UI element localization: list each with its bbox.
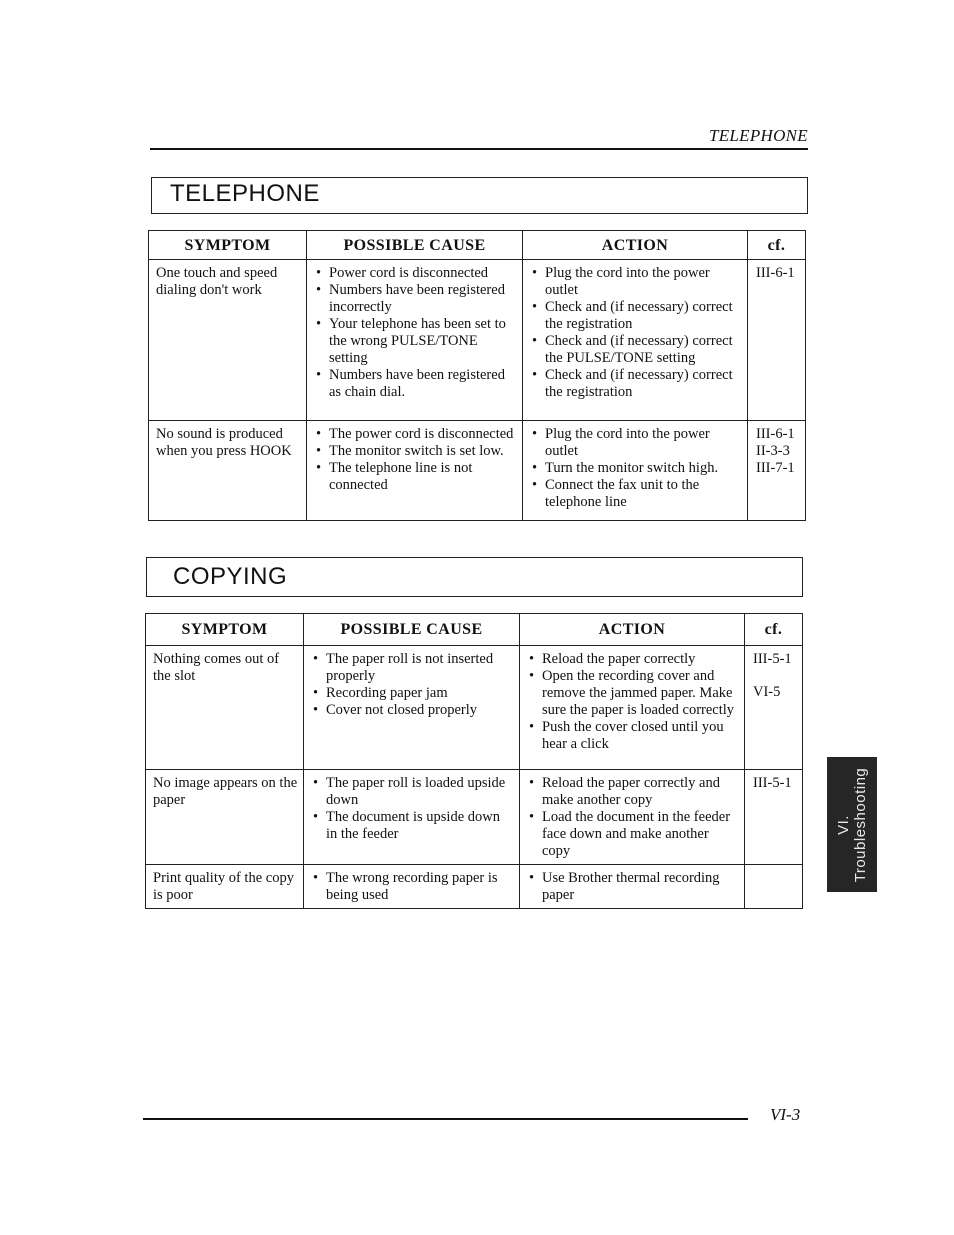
cf-column-header: cf. (748, 231, 806, 260)
action-cell (520, 865, 745, 909)
cf-reference: III-5-1 (753, 651, 792, 667)
cause-item: • Power cord is disconnected (314, 265, 517, 282)
symptom-cell: No image appears on the paper (146, 770, 304, 865)
cause-item: • The wrong recording paper is being used (311, 870, 514, 904)
cause-item: • The monitor switch is set low. (314, 443, 517, 460)
symptom-cell: Print quality of the copy is poor (146, 865, 304, 909)
symptom-cell: Nothing comes out of the slot (146, 646, 304, 770)
telephone-section-header (151, 177, 808, 214)
cause-cell (304, 770, 520, 865)
cause-cell (304, 646, 520, 770)
action-item: • Use Brother thermal recording paper (527, 870, 739, 904)
cf-column-header: cf. (745, 614, 803, 646)
action-item: • Plug the cord into the power outlet (530, 265, 742, 299)
cf-reference: III-6-1 (756, 426, 795, 442)
cause-cell (307, 260, 523, 421)
page-number: VI-3 (770, 1105, 801, 1124)
table-row (149, 260, 806, 421)
action-item: • Push the cover closed until you hear a click (527, 719, 739, 753)
symptom-column-header: SYMPTOM (149, 231, 307, 260)
cf-cell (745, 865, 803, 909)
action-item: • Plug the cord into the power outlet (530, 426, 742, 460)
cf-reference: III-5-1 (753, 775, 792, 791)
cf-cell (748, 260, 806, 421)
action-column-header: ACTION (520, 614, 745, 646)
symptom-cell: One touch and speed dialing don't work (149, 260, 307, 421)
cause-item: • The power cord is disconnected (314, 426, 517, 443)
possible-cause-column-header: POSSIBLE CAUSE (307, 231, 523, 260)
copying-section-title: COPYING (173, 563, 288, 590)
action-item: • Load the document in the feeder face down and make another copy (527, 809, 739, 860)
action-cell (523, 421, 748, 521)
copying-section-header (146, 557, 803, 597)
cf-reference: III-7-1 (756, 460, 795, 476)
running-head: TELEPHONE (708, 126, 808, 145)
cause-cell (307, 421, 523, 521)
cause-item: • Numbers have been registered as chain dial. (314, 367, 517, 401)
action-item: • Check and (if necessary) correct the PULSE/TONE setting (530, 333, 742, 367)
action-cell (523, 260, 748, 421)
cause-item: • The paper roll is loaded upside down (311, 775, 514, 809)
cf-cell (745, 770, 803, 865)
cause-item: • Recording paper jam (311, 685, 514, 702)
chapter-name: Troubleshooting (852, 767, 869, 882)
cause-cell (304, 865, 520, 909)
action-item: • Reload the paper correctly and make another copy (527, 775, 739, 809)
symptom-column-header: SYMPTOM (146, 614, 304, 646)
action-item: • Check and (if necessary) correct the registration (530, 367, 742, 401)
cause-item: • The telephone line is not connected (314, 460, 517, 494)
action-item: • Connect the fax unit to the telephone line (530, 477, 742, 511)
chapter-number: VI. (835, 814, 852, 835)
cause-item: • The paper roll is not inserted properly (311, 651, 514, 685)
cause-item: • Cover not closed properly (311, 702, 514, 719)
cf-reference: VI-5 (753, 684, 781, 700)
action-column-header: ACTION (523, 231, 748, 260)
possible-cause-column-header: POSSIBLE CAUSE (304, 614, 520, 646)
action-cell (520, 770, 745, 865)
table-header-row (146, 614, 803, 646)
cf-reference: II-3-3 (756, 443, 790, 459)
action-item: • Reload the paper correctly (527, 651, 739, 668)
cf-cell (748, 421, 806, 521)
table-header-row (149, 231, 806, 260)
cf-cell (745, 646, 803, 770)
chapter-thumb-tab (827, 757, 877, 892)
symptom-cell: No sound is produced when you press HOOK (149, 421, 307, 521)
copying-table (145, 613, 803, 909)
action-cell (520, 646, 745, 770)
cause-item: • Numbers have been registered incorrectly (314, 282, 517, 316)
telephone-section-title: TELEPHONE (170, 180, 320, 207)
action-item: • Turn the monitor switch high. (530, 460, 742, 477)
cause-item: • Your telephone has been set to the wrong PULSE/TONE setting (314, 316, 517, 367)
action-item: • Open the recording cover and remove the jammed paper. Make sure the paper is loaded correctly (527, 668, 739, 719)
cf-reference: III-6-1 (756, 265, 795, 281)
cause-item: • The document is upside down in the feeder (311, 809, 514, 843)
action-item: • Check and (if necessary) correct the registration (530, 299, 742, 333)
telephone-table (148, 230, 806, 521)
chapter-thumb-label (835, 767, 869, 882)
table-row (146, 770, 803, 865)
table-row (146, 865, 803, 909)
header-rule (150, 148, 808, 150)
table-row (146, 646, 803, 770)
table-row (149, 421, 806, 521)
footer-rule (143, 1118, 748, 1120)
